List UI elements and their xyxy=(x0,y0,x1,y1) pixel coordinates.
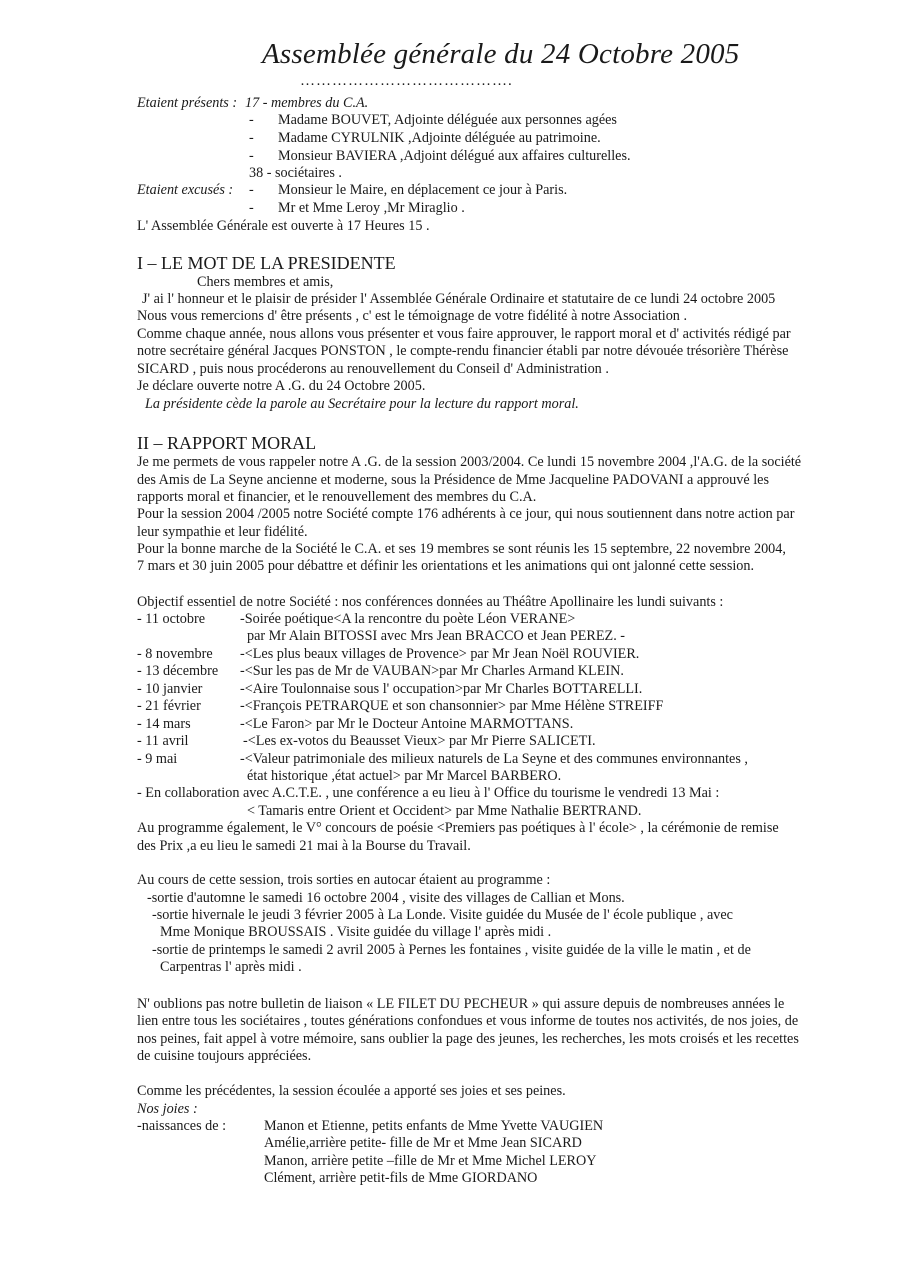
present-member: Madame BOUVET, Adjointe déléguée aux personnes agées xyxy=(278,112,617,128)
outing-line: -sortie hivernale le jeudi 3 février 2005 à La Londe. Visite guidée du Musée de l' école publique , avec xyxy=(152,907,733,923)
present-count: 17 - membres du C.A. xyxy=(245,95,369,111)
excused-member-dash: - xyxy=(249,200,254,216)
paragraph-line: Comme chaque année, nous allons vous présenter et vous faire approuver, le rapport moral et d' activités rédigé par xyxy=(137,326,791,342)
paragraph-line: des Amis de La Seyne ancienne et moderne, sous la Présidence de Mme Jacqueline PADOVANI a approuvé les xyxy=(137,472,769,488)
conference-date: - 13 décembre xyxy=(137,663,219,679)
opening-statement: L' Assemblée Générale est ouverte à 17 Heures 15 . xyxy=(137,218,430,234)
present-member: Monsieur BAVIERA ,Adjoint délégué aux affaires culturelles. xyxy=(278,148,631,164)
conference-title: -<Les plus beaux villages de Provence> par Mr Jean Noël ROUVIER. xyxy=(240,646,640,662)
closing-note: La présidente cède la parole au Secrétaire pour la lecture du rapport moral. xyxy=(145,396,579,412)
paragraph-line: 7 mars et 30 juin 2005 pour débattre et définir les orientations et les animations qui ont jalonné cette session. xyxy=(137,558,755,574)
bulletin-line: N' oublions pas notre bulletin de liaison « LE FILET DU PECHEUR » qui assure depuis de nombreuses années le xyxy=(137,996,785,1012)
conference-title: -<Aire Toulonnaise sous l' occupation>par Mr Charles BOTTARELLI. xyxy=(240,681,643,697)
section-1-heading: I – LE MOT DE LA PRESIDENTE xyxy=(137,253,396,273)
present-member-dash: - xyxy=(249,148,254,164)
paragraph-line: Nous vous remercions d' être présents , c' est le témoignage de votre fidélité à notre Association . xyxy=(137,308,687,324)
bulletin-line: lien entre tous les sociétaires , toutes générations confondues et vous informe de toutes nos activités, de nos joies, de xyxy=(137,1013,799,1029)
outing-line: -sortie de printemps le samedi 2 avril 2005 à Pernes les fontaines , visite guidée de la ville le matin , et de xyxy=(152,942,751,958)
document-title: Assemblée générale du 24 Octobre 2005 xyxy=(262,38,740,70)
excused-member: Monsieur le Maire, en déplacement ce jour à Paris. xyxy=(278,182,568,198)
outing-line: Carpentras l' après midi . xyxy=(160,959,302,975)
excused-member: Mr et Mme Leroy ,Mr Miraglio . xyxy=(278,200,465,216)
present-member: Madame CYRULNIK ,Adjointe déléguée au patrimoine. xyxy=(278,130,601,146)
paragraph-line: J' ai l' honneur et le plaisir de présider l' Assemblée Générale Ordinaire et statutaire de ce lundi 24 octobre 2005 xyxy=(142,291,776,307)
conference-date: - 8 novembre xyxy=(137,646,213,662)
paragraph-line: leur sympathie et leur fidélité. xyxy=(137,524,308,540)
birth-entry: Amélie,arrière petite- fille de Mr et Mme Jean SICARD xyxy=(264,1135,582,1151)
conference-title: -<Sur les pas de Mr de VAUBAN>par Mr Charles Armand KLEIN. xyxy=(240,663,624,679)
conference-date: - 11 avril xyxy=(137,733,189,749)
paragraph-line: Pour la bonne marche de la Société le C.A. et ses 19 membres se sont réunis les 15 septembre, 22 novembre 2004, xyxy=(137,541,786,557)
joys-intro: Comme les précédentes, la session écoulée a apporté ses joies et ses peines. xyxy=(137,1083,566,1099)
greeting: Chers membres et amis, xyxy=(197,274,334,290)
births-label: -naissances de : xyxy=(137,1118,227,1134)
title-underline-dots: …………………………………. xyxy=(300,73,513,89)
paragraph-line: rapports moral et financier, et le renouvellement des membres du C.A. xyxy=(137,489,537,505)
outing-line: Mme Monique BROUSSAIS . Visite guidée du village l' après midi . xyxy=(160,924,552,940)
outings-intro: Au cours de cette session, trois sorties en autocar étaient au programme : xyxy=(137,872,551,888)
conference-date: - 9 mai xyxy=(137,751,178,767)
collaboration-talk: < Tamaris entre Orient et Occident> par Mme Nathalie BERTRAND. xyxy=(247,803,642,819)
paragraph-line: Pour la session 2004 /2005 notre Société compte 176 adhérents à ce jour, qui nous soutiennent dans notre action par xyxy=(137,506,795,522)
conference-title: -<Valeur patrimoniale des milieux naturels de La Seyne et des communes environnantes , xyxy=(240,751,748,767)
conference-title: -Soirée poétique<A la rencontre du poète Léon VERANE> xyxy=(240,611,576,627)
collaboration-line: - En collaboration avec A.C.T.E. , une conférence a eu lieu à l' Office du tourisme le vendredi 13 Mai : xyxy=(137,785,720,801)
excused-label: Etaient excusés : xyxy=(137,182,234,198)
conference-title-cont: état historique ,état actuel> par Mr Marcel BARBERO. xyxy=(247,768,562,784)
paragraph-line: notre secrétaire général Jacques PONSTON , le compte-rendu financier établi par notre dévouée trésorière Thérèse xyxy=(137,343,789,359)
conference-date: - 14 mars xyxy=(137,716,191,732)
conference-date: - 21 février xyxy=(137,698,201,714)
present-member-dash: - xyxy=(249,130,254,146)
conference-title-cont: par Mr Alain BITOSSI avec Mrs Jean BRACCO et Jean PEREZ. - xyxy=(247,628,626,644)
section-2-heading: II – RAPPORT MORAL xyxy=(137,433,317,453)
outing-line: -sortie d'automne le samedi 16 octobre 2004 , visite des villages de Callian et Mons. xyxy=(147,890,625,906)
bulletin-line: de cuisine toujours appréciées. xyxy=(137,1048,312,1064)
birth-entry: Clément, arrière petit-fils de Mme GIORDANO xyxy=(264,1170,538,1186)
members-count: 38 - sociétaires . xyxy=(249,165,342,181)
birth-entry: Manon, arrière petite –fille de Mr et Mme Michel LEROY xyxy=(264,1153,597,1169)
program-line: Au programme également, le V° concours de poésie <Premiers pas poétiques à l' école> , la cérémonie de remise xyxy=(137,820,779,836)
excused-member-dash: - xyxy=(249,182,254,198)
present-member-dash: - xyxy=(249,112,254,128)
conferences-intro: Objectif essentiel de notre Société : nos conférences données au Théâtre Apollinaire les lundi suivants : xyxy=(137,594,724,610)
conference-title: -<François PETRARQUE et son chansonnier> par Mme Hélène STREIFF xyxy=(240,698,664,714)
bulletin-line: nos peines, fait appel à votre mémoire, sans oublier la page des jeunes, les recherches, les mots croisés et les recettes xyxy=(137,1031,799,1047)
paragraph-line: Je déclare ouverte notre A .G. du 24 Octobre 2005. xyxy=(137,378,426,394)
paragraph-line: Je me permets de vous rappeler notre A .G. de la session 2003/2004. Ce lundi 15 novembre 2004 ,l'A.G. de la société xyxy=(137,454,802,470)
paragraph-line: SICARD , puis nous procéderons au renouvellement du Conseil d' Administration . xyxy=(137,361,609,377)
program-line: des Prix ,a eu lieu le samedi 21 mai à la Bourse du Travail. xyxy=(137,838,471,854)
present-label: Etaient présents : xyxy=(137,95,238,111)
joys-label: Nos joies : xyxy=(137,1101,198,1117)
birth-entry: Manon et Etienne, petits enfants de Mme Yvette VAUGIEN xyxy=(264,1118,604,1134)
conference-date: - 10 janvier xyxy=(137,681,203,697)
conference-title: -<Le Faron> par Mr le Docteur Antoine MARMOTTANS. xyxy=(240,716,574,732)
conference-date: - 11 octobre xyxy=(137,611,206,627)
conference-title: -<Les ex-votos du Beausset Vieux> par Mr Pierre SALICETI. xyxy=(243,733,596,749)
